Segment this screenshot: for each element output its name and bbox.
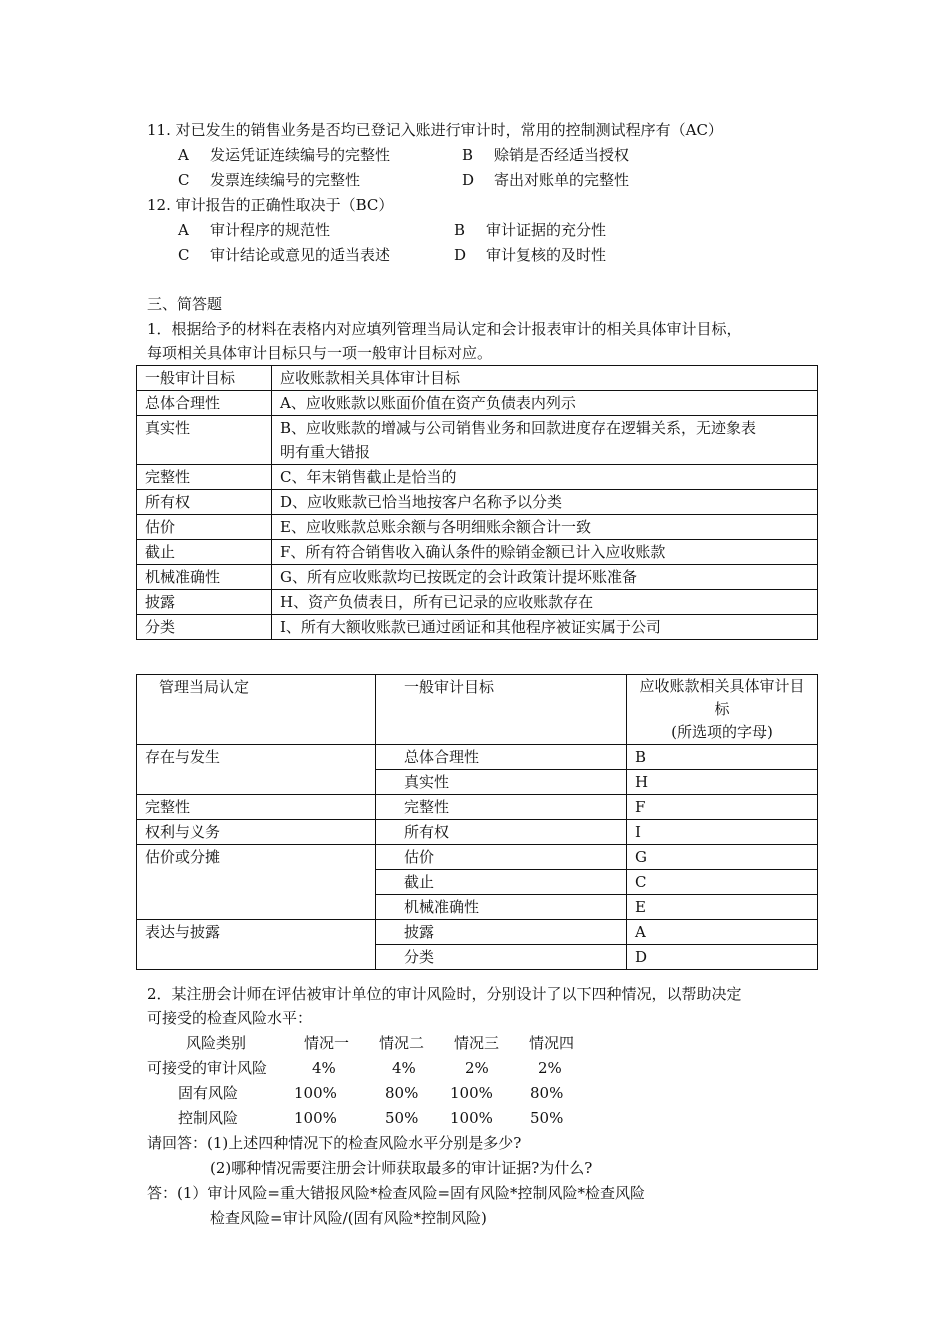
q12-option-a-letter: A (178, 221, 189, 239)
table-cell: 披露 (137, 590, 272, 615)
answer-cell: B (627, 745, 818, 770)
q12-option-a: 审计程序的规范性 (210, 221, 331, 239)
q2-line1: 2．某注册会计师在评估被审计单位的审计风险时，分别设计了以下四种情况，以帮助决定 (147, 985, 742, 1003)
table-cell (272, 416, 818, 465)
assertion-cell: 权利与义务 (137, 820, 376, 845)
table-cell: 真实性 (137, 416, 272, 465)
table-row (137, 465, 818, 490)
table-header-row (137, 675, 818, 745)
assertion-cell: 存在与发生 (137, 745, 376, 795)
objective-cell: 分类 (376, 945, 627, 970)
risk-header-case2: 情况二 (379, 1034, 425, 1052)
table-cell: 截止 (137, 540, 272, 565)
risk-value: 4% (312, 1059, 336, 1077)
q2-ask1: 请回答：(1)上述四种情况下的检查风险水平分别是多少? (147, 1134, 522, 1152)
table-cell: 总体合理性 (137, 391, 272, 416)
risk-header-category: 风险类别 (186, 1034, 247, 1052)
risk-row-label: 可接受的审计风险 (147, 1059, 268, 1077)
header-line: (所选项的字母) (671, 723, 773, 741)
answer-cell: H (627, 770, 818, 795)
assertion-cell: 表达与披露 (137, 920, 376, 970)
header-general-objective: 一般审计目标 (137, 366, 272, 391)
risk-header-case1: 情况一 (304, 1034, 350, 1052)
table-row (137, 795, 818, 820)
q2-line2: 可接受的检查风险水平： (147, 1009, 313, 1027)
table-row (137, 590, 818, 615)
answer-cell: C (627, 870, 818, 895)
table-cell: F、所有符合销售收入确认条件的赊销金额已计入应收账款 (272, 540, 818, 565)
risk-value: 80% (385, 1084, 419, 1102)
table-row (137, 920, 818, 945)
audit-objectives-table (136, 365, 818, 640)
header-assertion: 管理当局认定 (137, 675, 376, 745)
objective-cell: 完整性 (376, 795, 627, 820)
answer-cell: E (627, 895, 818, 920)
table-cell: 机械准确性 (137, 565, 272, 590)
table-cell: G、所有应收账款均已按既定的会计政策计提坏账准备 (272, 565, 818, 590)
q11-option-a: 发运凭证连续编号的完整性 (210, 146, 391, 164)
q12-option-b: 审计证据的充分性 (486, 221, 607, 239)
risk-value: 2% (538, 1059, 562, 1077)
risk-value: 80% (530, 1084, 564, 1102)
q11-option-d: 寄出对账单的完整性 (494, 171, 630, 189)
table-cell: 估价 (137, 515, 272, 540)
q1-instruction-line2: 每项相关具体审计目标只与一项一般审计目标对应。 (147, 344, 493, 362)
risk-header-case4: 情况四 (529, 1034, 575, 1052)
assertion-cell: 估价或分摊 (137, 845, 376, 920)
header-specific-objective: 应收账款相关具体审计目标 (272, 366, 818, 391)
table-cell: 完整性 (137, 465, 272, 490)
answer-cell: G (627, 845, 818, 870)
risk-value: 50% (385, 1109, 419, 1127)
q11-option-a-letter: A (178, 146, 189, 164)
table-row (137, 615, 818, 640)
table-cell: C、年末销售截止是恰当的 (272, 465, 818, 490)
table-row (137, 820, 818, 845)
objective-cell: 机械准确性 (376, 895, 627, 920)
q12-option-d-letter: D (454, 246, 467, 264)
q2-answer-line1: 答：(1）审计风险=重大错报风险*检查风险=固有风险*控制风险*检查风险 (147, 1184, 646, 1202)
q11-stem: 11. 对已发生的销售业务是否均已登记入账进行审计时，常用的控制测试程序有（AC） (147, 121, 723, 139)
cell-line: B、应收账款的增减与公司销售业务和回款进度存在逻辑关系，无迹象表 (280, 419, 757, 437)
objective-cell: 截止 (376, 870, 627, 895)
objective-cell: 真实性 (376, 770, 627, 795)
risk-value: 100% (294, 1084, 337, 1102)
q12-option-c-letter: C (178, 246, 190, 264)
risk-value: 100% (450, 1084, 493, 1102)
q12-option-d: 审计复核的及时性 (486, 246, 607, 264)
answer-cell: F (627, 795, 818, 820)
table-row (137, 745, 818, 770)
table-cell: A、应收账款以账面价值在资产负债表内列示 (272, 391, 818, 416)
q11-option-c-letter: C (178, 171, 190, 189)
assertion-cell: 完整性 (137, 795, 376, 820)
risk-value: 50% (530, 1109, 564, 1127)
table-row (137, 540, 818, 565)
table-header-row (137, 366, 818, 391)
q12-stem: 12. 审计报告的正确性取决于（BC） (147, 196, 394, 214)
table-cell: H、资产负债表日，所有已记录的应收账款存在 (272, 590, 818, 615)
table-cell: D、应收账款已恰当地按客户名称予以分类 (272, 490, 818, 515)
q1-instruction-line1: 1．根据给予的材料在表格内对应填列管理当局认定和会计报表审计的相关具体审计目标， (147, 320, 742, 338)
q2-ask2: (2)哪种情况需要注册会计师获取最多的审计证据?为什么? (210, 1159, 593, 1177)
answer-cell: I (627, 820, 818, 845)
table-cell: 所有权 (137, 490, 272, 515)
risk-value: 2% (465, 1059, 489, 1077)
answer-cell: A (627, 920, 818, 945)
q11-option-b-letter: B (462, 146, 474, 164)
objective-cell: 估价 (376, 845, 627, 870)
risk-value: 100% (294, 1109, 337, 1127)
table-cell: I、所有大额收账款已通过函证和其他程序被证实属于公司 (272, 615, 818, 640)
risk-header-case3: 情况三 (454, 1034, 500, 1052)
objective-cell: 总体合理性 (376, 745, 627, 770)
table-row (137, 391, 818, 416)
risk-row-label: 控制风险 (178, 1109, 239, 1127)
objective-cell: 所有权 (376, 820, 627, 845)
header-general-objective: 一般审计目标 (376, 675, 627, 745)
table-row (137, 416, 818, 465)
answer-cell: D (627, 945, 818, 970)
q11-option-d-letter: D (462, 171, 475, 189)
header-line: 应收账款相关具体审计目标 (639, 677, 805, 718)
q12-option-c: 审计结论或意见的适当表述 (210, 246, 391, 264)
cell-line: 明有重大错报 (280, 443, 371, 461)
q2-answer-line2: 检查风险=审计风险/(固有风险*控制风险) (210, 1209, 487, 1227)
assertion-mapping-table (136, 674, 818, 970)
risk-value: 100% (450, 1109, 493, 1127)
section-title: 三、简答题 (147, 295, 223, 313)
table-row (137, 515, 818, 540)
table-cell: E、应收账款总账余额与各明细账余额合计一致 (272, 515, 818, 540)
objective-cell: 披露 (376, 920, 627, 945)
table-row (137, 565, 818, 590)
risk-value: 4% (392, 1059, 416, 1077)
table-row (137, 845, 818, 870)
table-row (137, 490, 818, 515)
header-specific-objective (627, 675, 818, 745)
q11-option-b: 赊销是否经适当授权 (494, 146, 630, 164)
q11-option-c: 发票连续编号的完整性 (210, 171, 361, 189)
risk-row-label: 固有风险 (178, 1084, 239, 1102)
q12-option-b-letter: B (454, 221, 466, 239)
table-cell: 分类 (137, 615, 272, 640)
